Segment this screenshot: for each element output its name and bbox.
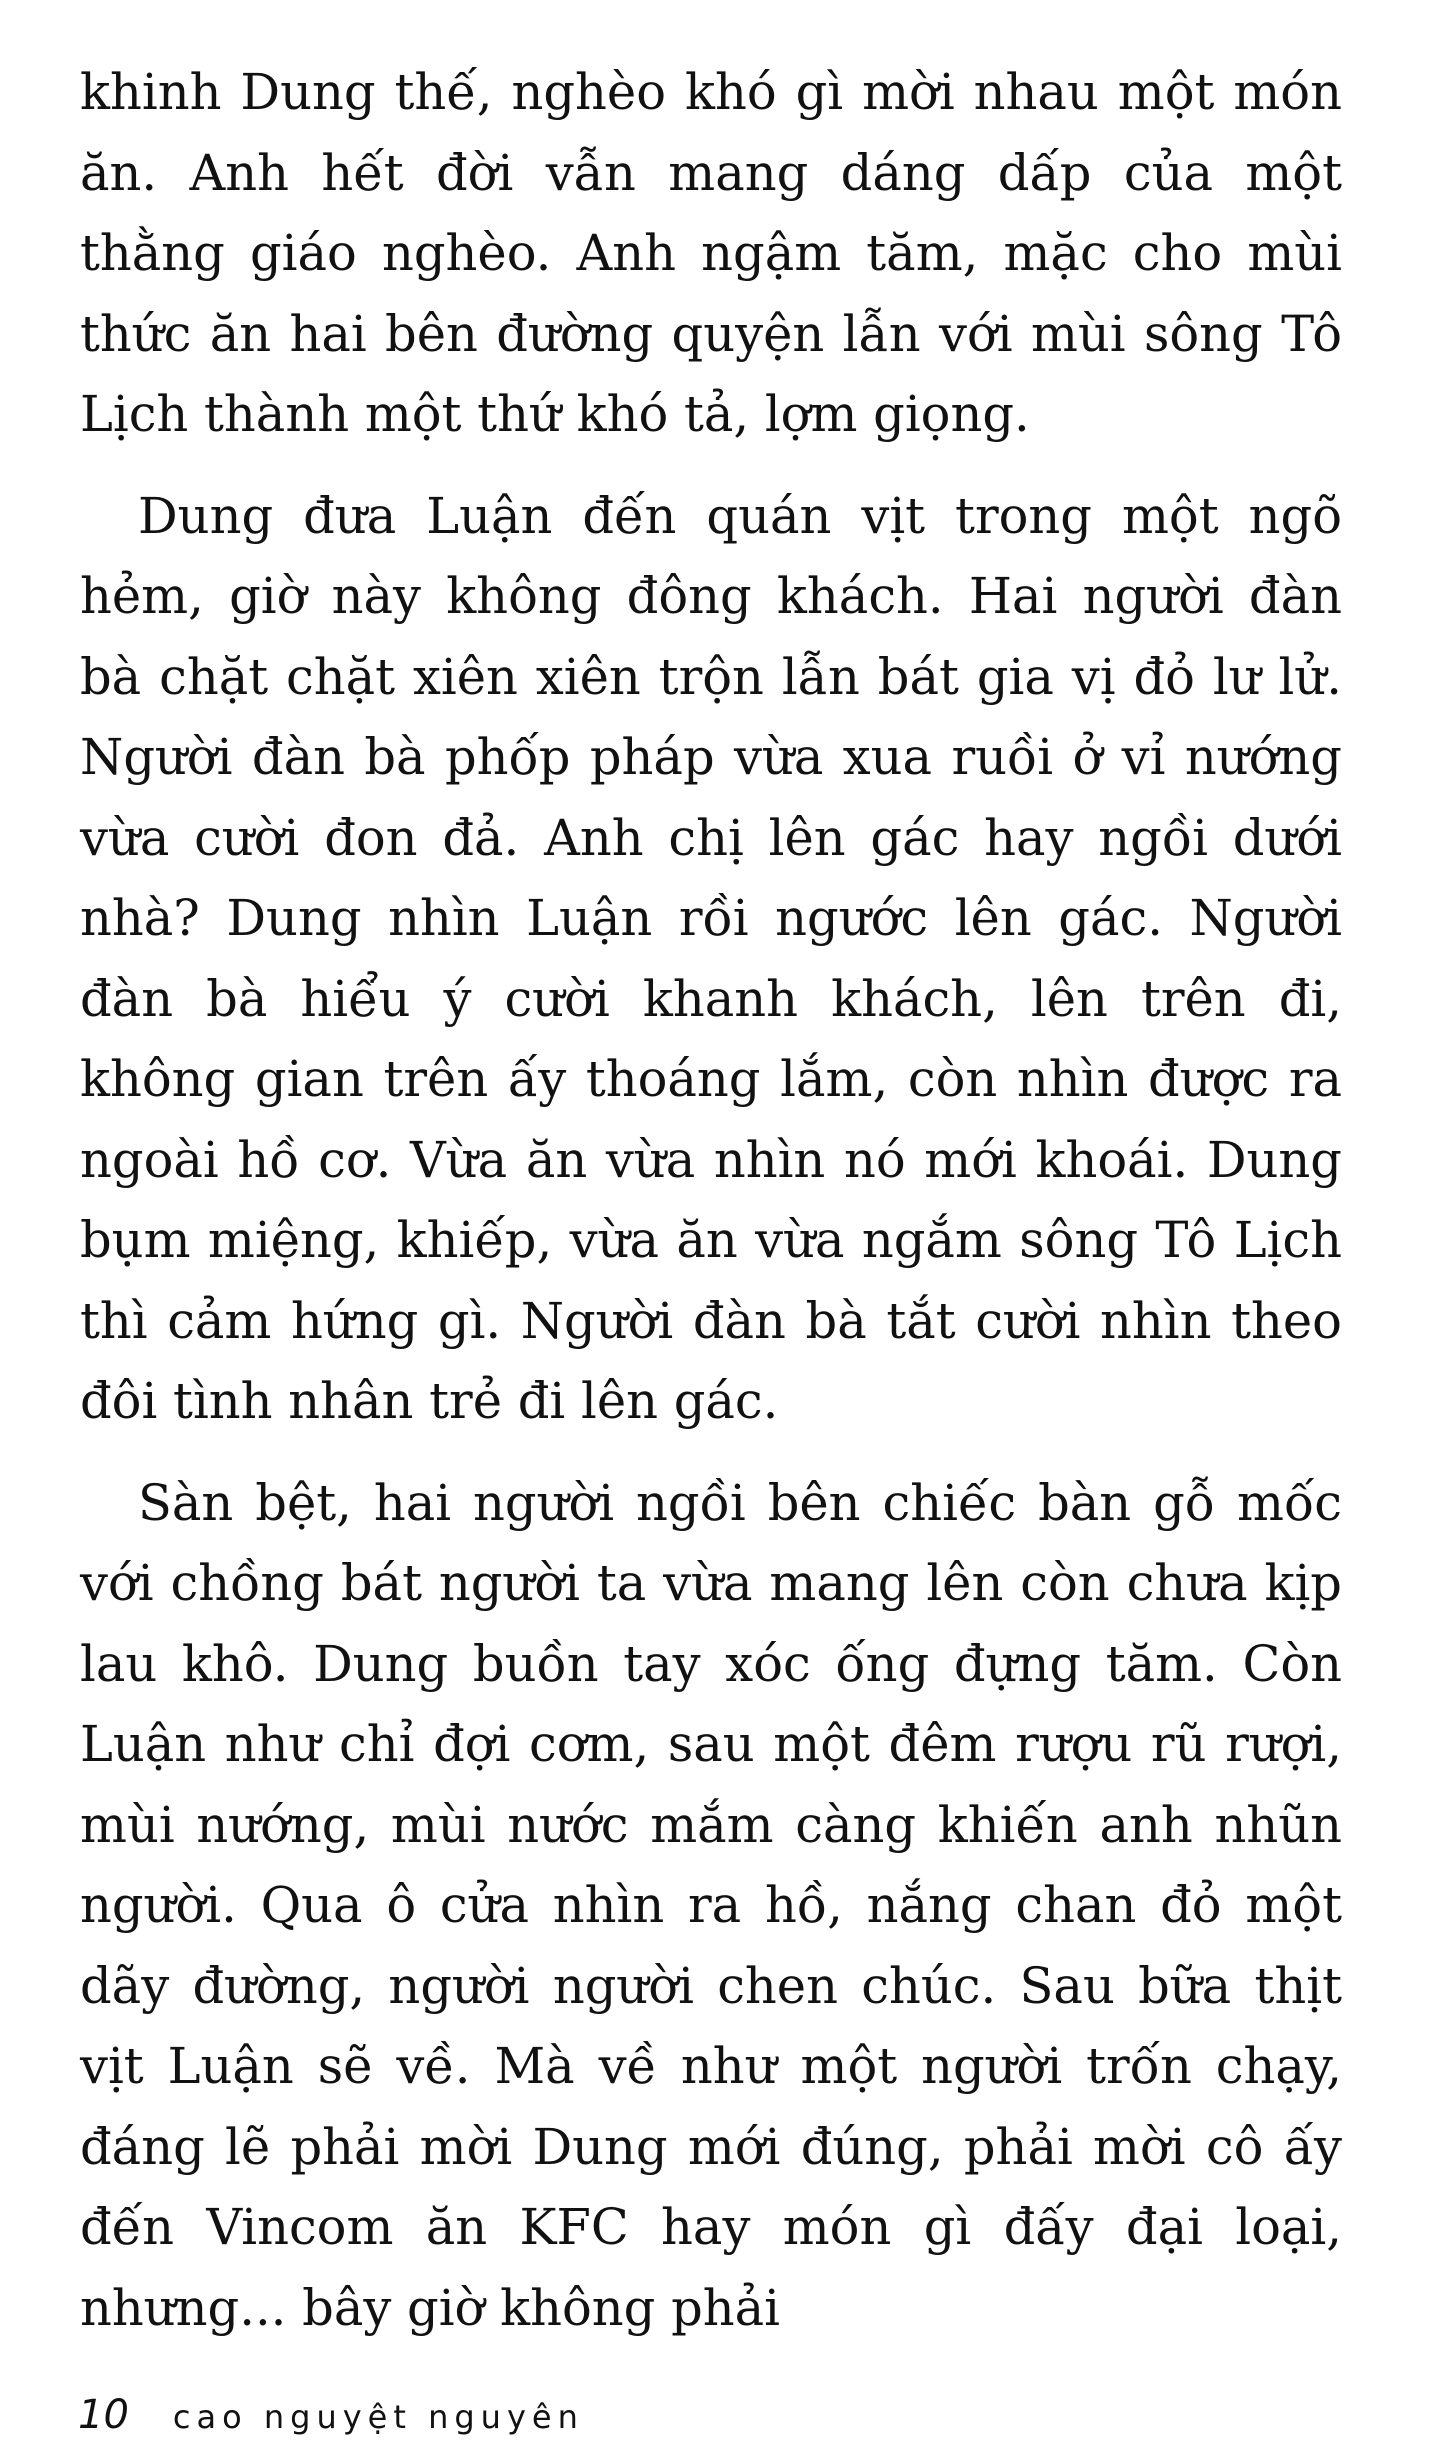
page-number: 10 <box>78 2392 129 2438</box>
paragraph: Sàn bệt, hai người ngồi bên chiếc bàn gỗ mốc với chồng bát người ta vừa mang lên còn chưa kịp lau khô. Dung buồn tay xóc ống đựng tăm. Còn Luận như chỉ đợi cơm, sau một đêm rượu rũ rượi, mùi nướng, mùi nước mắm càng khiến anh nhũn người. Qua ô cửa nhìn ra hồ, nắng chan đỏ một dãy đường, người người chen chúc. Sau bữa thịt vịt Luận sẽ về. Mà về như một người trốn chạy, đáng lẽ phải mời Dung mới đúng, phải mời cô ấy đến Vincom ăn KFC hay món gì đấy đại loại, nhưng... bây giờ không phải <box>80 1473 1342 2337</box>
author-name: cao nguyệt nguyên <box>172 2398 584 2436</box>
page-footer <box>78 2392 584 2438</box>
body-text <box>80 52 1342 2369</box>
paragraph: Dung đưa Luận đến quán vịt trong một ngõ hẻm, giờ này không đông khách. Hai người đàn bà chặt chặt xiên xiên trộn lẫn bát gia vị đỏ lư lử. Người đàn bà phốp pháp vừa xua ruồi ở vỉ nướng vừa cười đon đả. Anh chị lên gác hay ngồi dưới nhà? Dung nhìn Luận rồi ngước lên gác. Người đàn bà hiểu ý cười khanh khách, lên trên đi, không gian trên ấy thoáng lắm, còn nhìn được ra ngoài hồ cơ. Vừa ăn vừa nhìn nó mới khoái. Dung bụm miệng, khiếp, vừa ăn vừa ngắm sông Tô Lịch thì cảm hứng gì. Người đàn bà tắt cười nhìn theo đôi tình nhân trẻ đi lên gác. <box>80 486 1342 1430</box>
paragraph-continued: khinh Dung thế, nghèo khó gì mời nhau một món ăn. Anh hết đời vẫn mang dáng dấp của một thằng giáo nghèo. Anh ngậm tăm, mặc cho mùi thức ăn hai bên đường quyện lẫn với mùi sông Tô Lịch thành một thứ khó tả, lợm giọng. <box>80 63 1342 443</box>
